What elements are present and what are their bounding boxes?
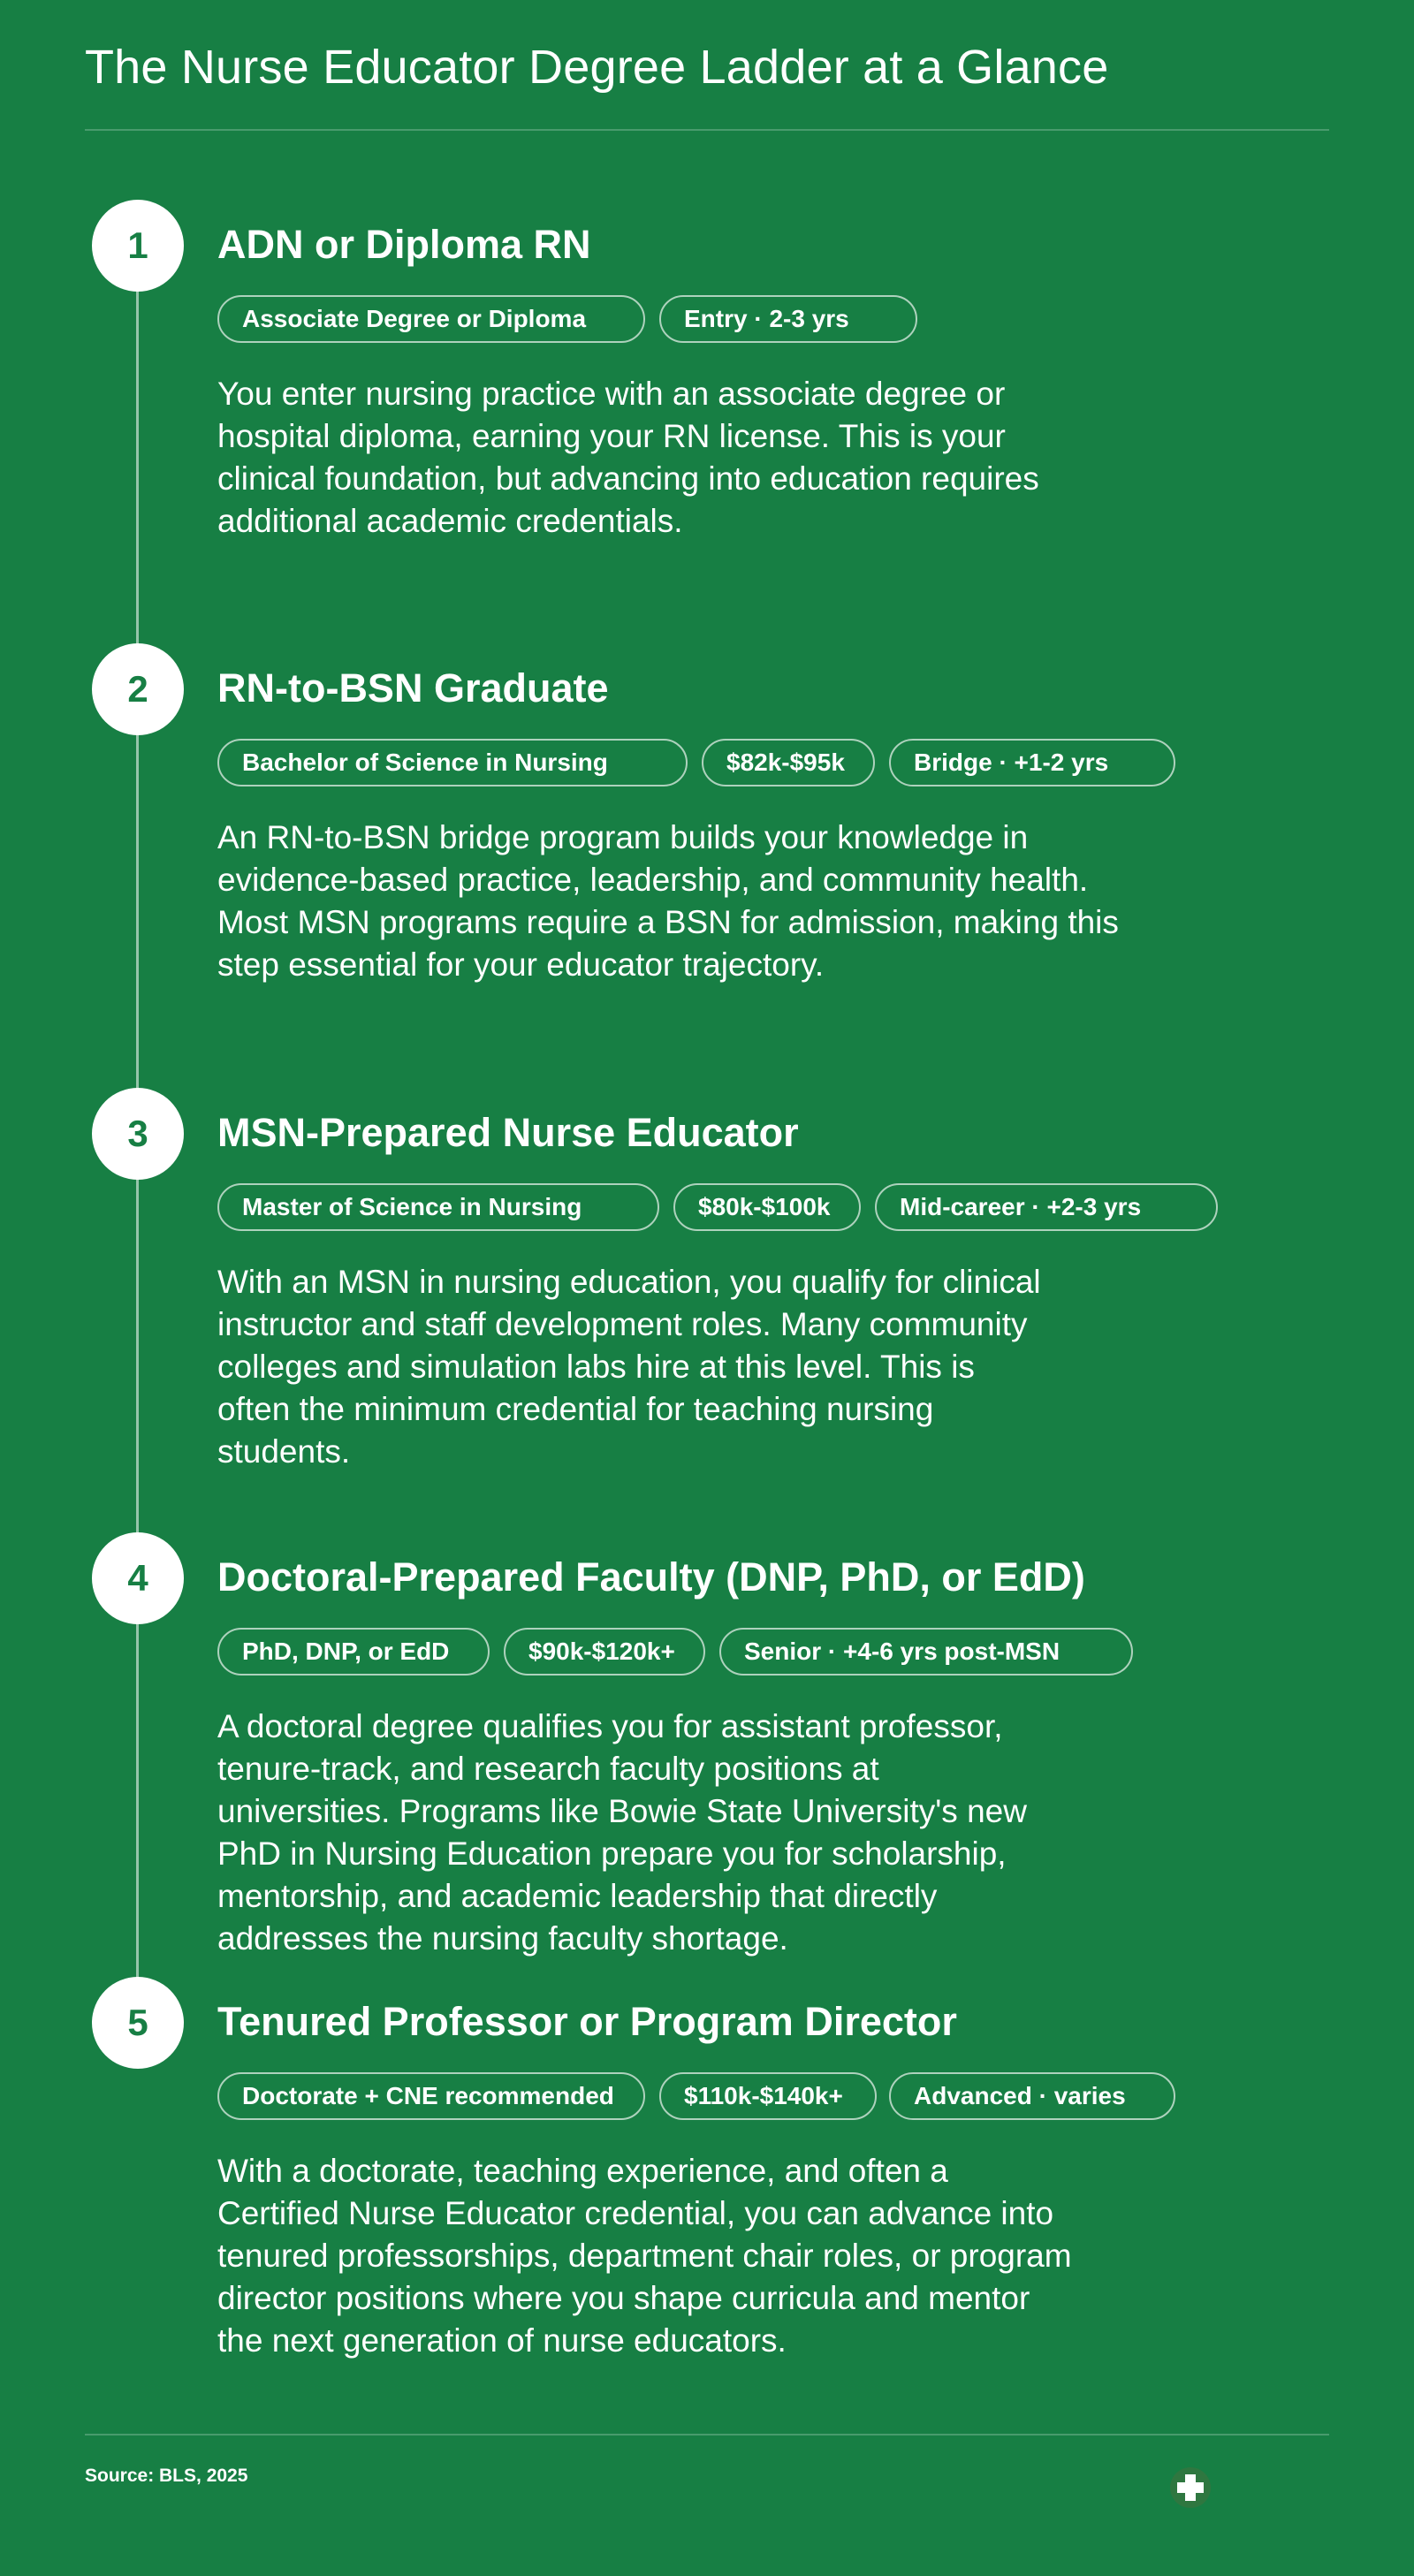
description-line: Most MSN programs require a BSN for admission, making this — [217, 904, 1119, 940]
salary-tag: $80k-$100k — [673, 1183, 861, 1231]
description-line: tenure-track, and research faculty positions at — [217, 1751, 879, 1787]
salary-tag: $110k-$140k+ — [659, 2072, 877, 2120]
description-line: With a doctorate, teaching experience, and often a — [217, 2153, 948, 2189]
step-description — [217, 817, 1119, 986]
degree-tag: Doctorate + CNE recommended — [217, 2072, 645, 2120]
medical-cross-icon — [1170, 2467, 1211, 2508]
salary-tag: $90k-$120k+ — [504, 1628, 705, 1676]
cross-bar-horizontal — [1177, 2482, 1204, 2493]
stage-tag: Bridge · +1-2 yrs — [889, 739, 1175, 786]
description-line: hospital diploma, earning your RN license. This is your — [217, 418, 1006, 454]
description-line: addresses the nursing faculty shortage. — [217, 1920, 788, 1957]
description-line: tenured professorships, department chair roles, or program — [217, 2238, 1072, 2274]
description-line: instructor and staff development roles. Many community — [217, 1306, 1028, 1342]
source-note: Source: BLS, 2025 — [85, 2466, 248, 2486]
degree-tag: Bachelor of Science in Nursing — [217, 739, 688, 786]
stage-tag: Advanced · varies — [889, 2072, 1175, 2120]
description-line: students. — [217, 1433, 351, 1470]
description-line: the next generation of nurse educators. — [217, 2322, 787, 2359]
stage-tag: Entry · 2-3 yrs — [659, 295, 917, 343]
description-line: colleges and simulation labs hire at this level. This is — [217, 1349, 975, 1385]
description-line: universities. Programs like Bowie State University's new — [217, 1793, 1027, 1829]
degree-tag: Associate Degree or Diploma — [217, 295, 645, 343]
step-number-circle: 4 — [92, 1532, 184, 1624]
description-line: evidence-based practice, leadership, and community health. — [217, 862, 1089, 898]
description-line: director positions where you shape curricula and mentor — [217, 2280, 1030, 2316]
step-title: MSN-Prepared Nurse Educator — [217, 1110, 799, 1155]
step-description — [217, 1261, 1041, 1473]
step-description — [217, 2150, 1072, 2362]
step-number-circle: 1 — [92, 200, 184, 292]
description-line: PhD in Nursing Education prepare you for scholarship, — [217, 1835, 1007, 1872]
step-description — [217, 373, 1039, 543]
degree-tag: Master of Science in Nursing — [217, 1183, 659, 1231]
step-number-circle: 3 — [92, 1088, 184, 1180]
description-line: often the minimum credential for teaching nursing — [217, 1391, 934, 1427]
step-title: RN-to-BSN Graduate — [217, 665, 609, 710]
description-line: additional academic credentials. — [217, 503, 683, 539]
description-line: A doctoral degree qualifies you for assistant professor, — [217, 1708, 1003, 1744]
description-line: An RN-to-BSN bridge program builds your knowledge in — [217, 819, 1029, 855]
step-title: Tenured Professor or Program Director — [217, 1999, 957, 2044]
stage-tag: Senior · +4-6 yrs post-MSN — [719, 1628, 1133, 1676]
stage-tag: Mid-career · +2-3 yrs — [875, 1183, 1218, 1231]
page-title: The Nurse Educator Degree Ladder at a Glance — [85, 41, 1109, 94]
title-divider — [85, 129, 1329, 131]
description-line: clinical foundation, but advancing into education requires — [217, 460, 1039, 497]
description-line: step essential for your educator trajectory. — [217, 946, 825, 983]
description-line: You enter nursing practice with an associate degree or — [217, 376, 1006, 412]
footer-divider — [85, 2434, 1329, 2435]
step-number-circle: 2 — [92, 643, 184, 735]
description-line: Certified Nurse Educator credential, you can advance into — [217, 2195, 1054, 2231]
step-title: ADN or Diploma RN — [217, 222, 591, 267]
description-line: mentorship, and academic leadership that directly — [217, 1878, 938, 1914]
step-description — [217, 1706, 1027, 1960]
salary-tag: $82k-$95k — [702, 739, 875, 786]
description-line: With an MSN in nursing education, you qualify for clinical — [217, 1264, 1041, 1300]
degree-tag: PhD, DNP, or EdD — [217, 1628, 490, 1676]
step-number-circle: 5 — [92, 1977, 184, 2069]
step-title: Doctoral-Prepared Faculty (DNP, PhD, or EdD) — [217, 1554, 1085, 1600]
